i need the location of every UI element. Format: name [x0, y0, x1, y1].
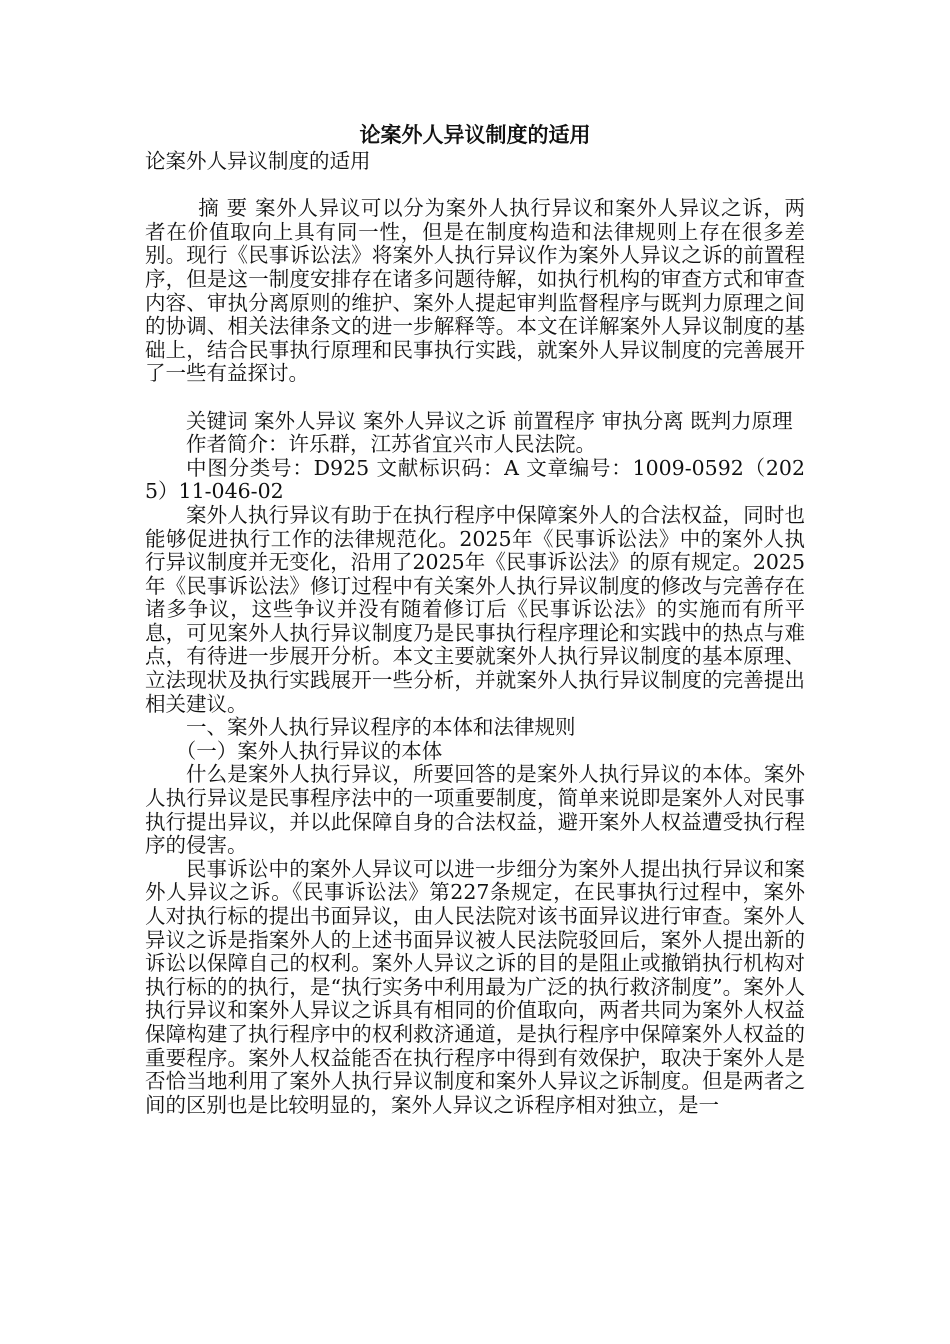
body-paragraph-3: 民事诉讼中的案外人异议可以进一步细分为案外人提出执行异议和案外人异议之诉。《民事诉讼法》第227条规定，在民事执行过程中，案外人对执行标的提出书面异议，由人民法院对该书面异议进行审查。案外人异议之诉是指案外人的上述书面异议被人民法院驳回后，案外人提出新的诉讼以保障自己的权利。案外人异议之诉的目的是阻止或撤销执行机构对执行标的的执行，是“执行实务中利用最为广泛的执行救济制度”。案外人执行异议和案外人异议之诉具有相同的价值取向，两者共同为案外人权益保障构建了执行程序中的权利救济通道，是执行程序中保障案外人权益的重要程序。案外人权益能否在执行程序中得到有效保护，取决于案外人是否恰当地利用了案外人执行异议制度和案外人异议之诉制度。但是两者之间的区别也是比较明显的，案外人异议之诉程序相对独立，是一: [145, 856, 805, 1117]
section-heading-1: 一、案外人执行异议程序的本体和法律规则: [186, 715, 576, 740]
document-subtitle: 论案外人异议制度的适用: [145, 149, 371, 173]
classification-paragraph: 中图分类号：D925 文献标识码：A 文章编号：1009-0592（2025）11-046-02: [145, 455, 805, 504]
keywords-paragraph: 关键词 案外人异议 案外人异议之诉 前置程序 审执分离 既判力原理: [186, 408, 793, 433]
document-page: [145, 120, 805, 1117]
blank-line: [145, 174, 805, 198]
blank-line: [145, 386, 805, 410]
section-heading-2: （一）案外人执行异议的本体: [175, 738, 443, 763]
body-paragraph-2: 什么是案外人执行异议，所要回答的是案外人执行异议的本体。案外人执行异议是民事程序法中的一项重要制度，简单来说即是案外人对民事执行提出异议，并以此保障自身的合法权益，避开案外人权益遭受执行程序的侵害。: [145, 762, 805, 858]
document-title: 论案外人异议制度的适用: [359, 123, 591, 147]
author-paragraph: 作者简介：许乐群，江苏省宜兴市人民法院。: [186, 432, 596, 457]
abstract-paragraph: 摘 要 案外人异议可以分为案外人执行异议和案外人异议之诉，两者在价值取向上具有同一性，但是在制度构造和法律规则上存在很多差别。现行《民事诉讼法》将案外人执行异议作为案外人异议之诉的前置程序，但是这一制度安排存在诸多问题待解，如执行机构的审查方式和审查内容、审执分离原则的维护、案外人提起审判监督程序与既判力原理之间的协调、相关法律条文的进一步解释等。本文在详解案外人异议制度的基础上，结合民事执行原理和民事执行实践，就案外人异议制度的完善展开了一些有益探讨。: [145, 196, 805, 386]
body-paragraph-1: 案外人执行异议有助于在执行程序中保障案外人的合法权益，同时也能够促进执行工作的法律规范化。2025年《民事诉讼法》中的案外人执行异议制度并无变化，沿用了2025年《民事诉讼法》的原有规定。2025年《民事诉讼法》修订过程中有关案外人执行异议制度的修改与完善存在诸多争议，这些争议并没有随着修订后《民事诉讼法》的实施而有所平息，可见案外人执行异议制度乃是民事执行程序理论和实践中的热点与难点，有待进一步展开分析。本文主要就案外人执行异议制度的基本原理、立法现状及执行实践展开一些分析，并就案外人执行异议制度的完善提出相关建议。: [145, 502, 805, 716]
